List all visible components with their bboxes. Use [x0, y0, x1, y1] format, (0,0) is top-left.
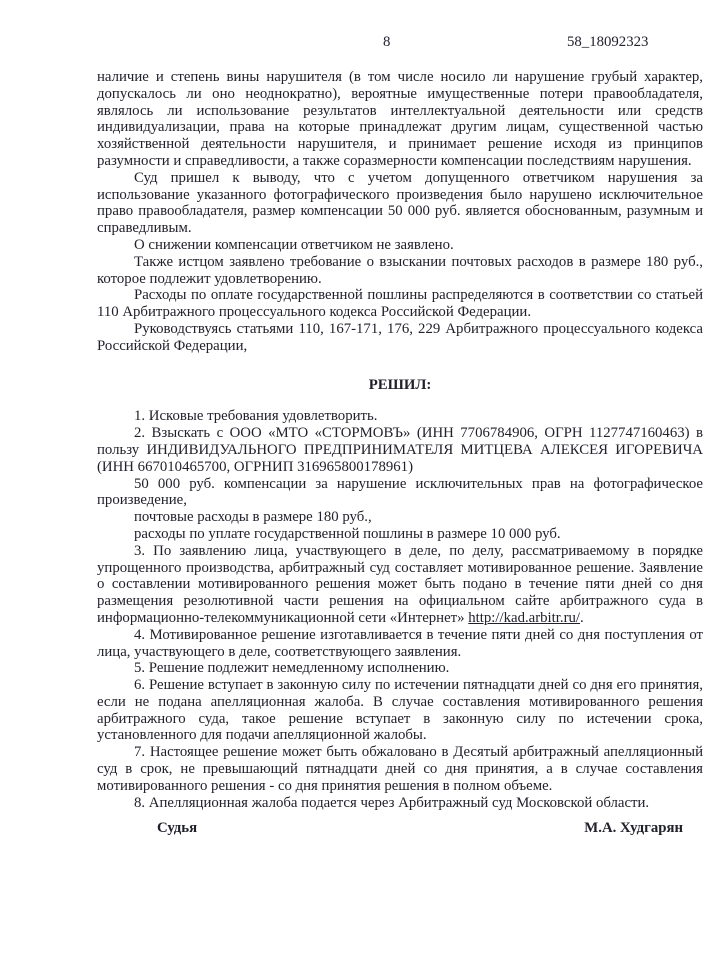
resolution-item-1: 1. Исковые требования удовлетворить.: [134, 408, 378, 425]
resolution-item-3-text: 3. По заявлению лица, участвующего в деле, по делу, рассматриваемому в порядке упрощенного производства, арбитражный суд составляет мотивированное решение. Заявление о составлении мотивированного решения может быть подано в течение пяти дней со дня размещения резолютивной части решения на официальном сайте арбитражного суда в информационно-телекоммуникационной сети «Интернет»: [97, 542, 703, 626]
signature-row: [97, 820, 703, 837]
resolution-item-2: 2. Взыскать с ООО «МТО «СТОРМОВЪ» (ИНН 7706784906, ОГРН 1127747160463) в пользу ИНДИВИДУАЛЬНОГО ПРЕДПРИНИМАТЕЛЯ МИТЦЕВА АЛЕКСЕЯ ИГОРЕВИЧА (ИНН 667010465700, ОГРНИП 316965800178961): [97, 425, 703, 475]
resolution-item-2-postal: почтовые расходы в размере 180 руб.,: [134, 509, 372, 526]
page-header: [0, 34, 711, 54]
paragraph-postal-claim: Также истцом заявлено требование о взыскании почтовых расходов в размере 180 руб., которое подлежит удовлетворению.: [97, 253, 703, 287]
resolution-item-6: 6. Решение вступает в законную силу по истечении пятнадцати дней со дня его принятия, если не подана апелляционная жалоба. В случае составления мотивированного решения арбитражного суда, такое решение вступает в законную силу по истечении срока, установленного для подачи апелляционной жалобы.: [97, 677, 703, 744]
document-code: 58_18092323: [567, 34, 649, 50]
resolution-item-2-duty: расходы по уплате государственной пошлины в размере 10 000 руб.: [134, 525, 561, 542]
resolution-item-8: 8. Апелляционная жалоба подается через Арбитражный суд Московской области.: [134, 794, 650, 811]
paragraph-state-duty: Расходы по оплате государственной пошлины распределяются в соответствии со статьей 110 Арбитражного процессуального кодекса Российской Федерации.: [97, 287, 703, 321]
decision-heading: РЕШИЛ:: [368, 376, 432, 393]
paragraph-guided-by-articles: Руководствуясь статьями 110, 167-171, 176, 229 Арбитражного процессуального кодекса Российской Федерации,: [97, 320, 703, 354]
resolution-item-3: [97, 543, 703, 627]
resolution-item-4: 4. Мотивированное решение изготавливается в течение пяти дней со дня поступления от лица, участвующего в деле, соответствующего заявления.: [97, 626, 703, 660]
page-number: 8: [383, 34, 391, 50]
resolution-item-2-compensation: 50 000 руб. компенсации за нарушение исключительных прав на фотографическое произведение,: [97, 475, 703, 509]
paragraph-court-conclusion: Суд пришел к выводу, что с учетом допущенного ответчиком нарушения за использование указанного фотографического произведения было нарушено исключительное право правообладателя, размер компенсации 50 000 руб. является обоснованным, разумным и справедливым.: [97, 169, 703, 237]
document-body: [97, 69, 703, 837]
kad-arbitr-link[interactable]: http://kad.arbitr.ru/: [468, 609, 581, 626]
resolution-item-3-period: .: [580, 609, 584, 626]
paragraph-compensation-factors: наличие и степень вины нарушителя (в том числе носило ли нарушение грубый характер, допускалось ли оно неоднократно), вероятные имущественные потери правообладателя, являлось ли использование результатов интеллектуальной деятельности или средств индивидуализации, права на которые принадлежат другим лицам, существенной частью хозяйственной деятельности нарушителя, и принимает решение исходя из принципов разумности и справедливости, а также соразмерности компенсации последствиям нарушения.: [97, 69, 703, 169]
resolution-item-7: 7. Настоящее решение может быть обжаловано в Десятый арбитражный апелляционный суд в срок, не превышающий пятнадцати дней со дня принятия, а в случае составления мотивированного решения - со дня принятия решения в полном объеме.: [97, 744, 703, 794]
resolution-item-5: 5. Решение подлежит немедленному исполнению.: [134, 660, 450, 677]
judge-label: Судья: [157, 820, 198, 837]
paragraph-no-reduction-claim: О снижении компенсации ответчиком не заявлено.: [134, 236, 454, 253]
judge-name: М.А. Худгарян: [584, 820, 683, 837]
